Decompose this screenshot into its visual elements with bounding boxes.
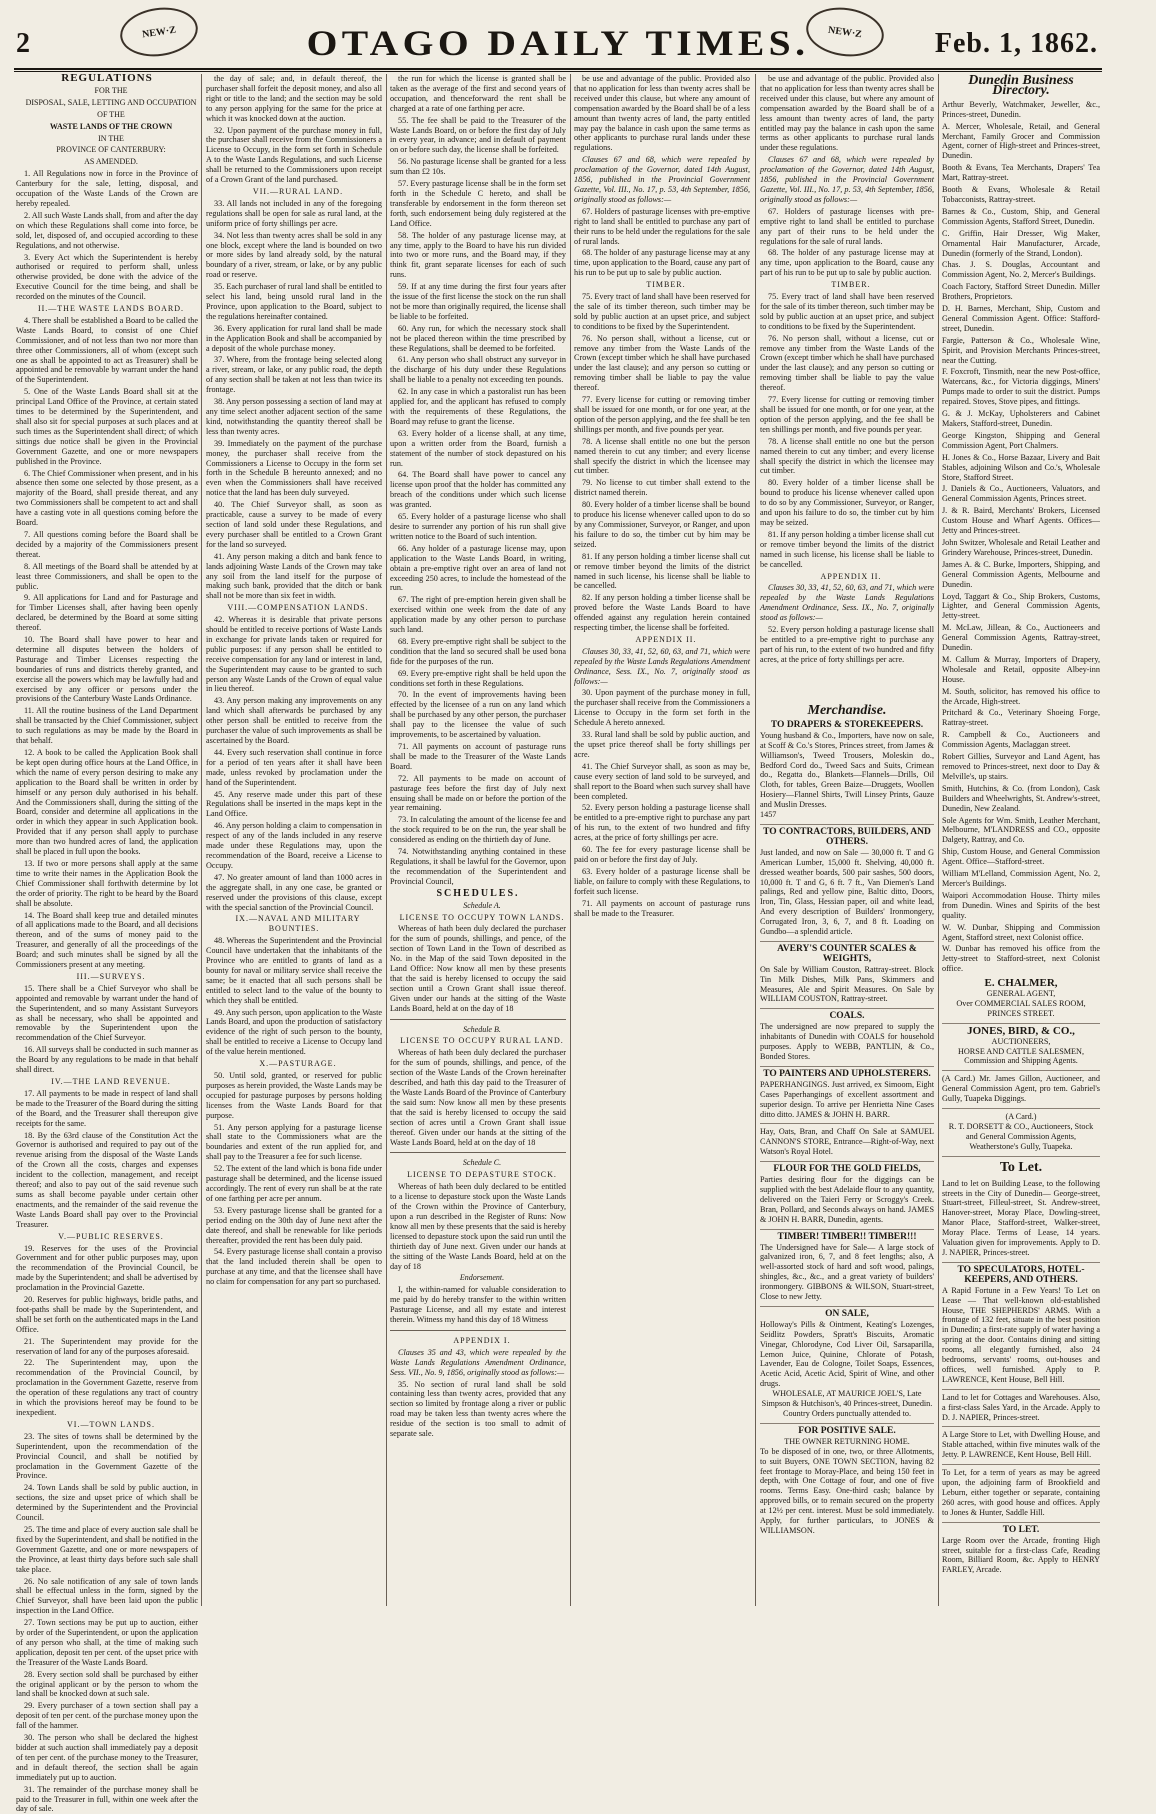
paragraph: 47. No greater amount of land than 1000 acres in the aggregate shall, in any one case, be granted or reserved under the provisions of this clause, except with the special sanction of the Provincial Council. (206, 872, 382, 912)
paragraph: 67. The right of pre-emption herein given shall be exercised within one week from the date of any application made by any other person to purchase such land. (390, 595, 566, 635)
schedule-subtitle: LICENSE TO OCCUPY TOWN LANDS. (399, 912, 565, 922)
page-number: 2 (16, 28, 30, 59)
directory-entry: Robert Gillies, Surveyor and Land Agent, has removed to Princes-street, next door to Day & Melville's, up stairs. (942, 752, 1100, 781)
paragraph: 76. No person shall, without a license, cut or remove any timber from the Waste Lands of the Crown (except timber which he shall have purchased under the last clause); and any person so cutting or removing timber shall be liable to pay the value thereof. (760, 333, 934, 393)
card-text: HORSE AND CATTLE SALESMEN, Commission and Shipping Agents. (957, 1046, 1084, 1066)
section-heading: IX.—NAVAL AND MILITARY BOUNTIES. (235, 914, 361, 934)
card-heading: JONES, BIRD, & CO., (967, 1024, 1075, 1037)
directory-entry: C. Griffin, Hair Dresser, Wig Maker, Ornamental Hair Manufacturer, Arcade, Dunedin (formerly of the Strand, London). (942, 228, 1100, 258)
schedule-text: Whereas of hath been duly declared the purchaser for the sum of pounds, shillings, and pence, of the section of Town Land in the Town of described as No. in the Map of the said Town deposited in the Land Office: Now know all men by these presents that the said is hereby licensed to occupy the said section until a Crown Grant shall issue thereof. Given under our hands at the sitting of the Waste Lands Board, held at on the day of 18 (390, 924, 566, 1013)
directory-entry: Sole Agents for Wm. Smith, Leather Merchant, Melbourne, M'LANDRESS and CO., opposite Dalgety, Rattray, and Co. (942, 815, 1100, 845)
paragraph: 2. All such Waste Lands shall, from and after the day on which these Regulations shall come into force, be sold, let, disposed of, and occupied according to these Regulations, and not otherwise. (16, 210, 198, 250)
to-let-subheading: TO SPECULATORS, HOTEL-KEEPERS, AND OTHERS. (957, 1264, 1085, 1285)
advert-text: The Undersigned have for Sale— A large stock of galvanized iron, 6, 7, and 8 feet lengths; also, A well-assorted stock of hard and soft wood, palings, shingles, &c., &c., and a great variety of builders' ironmongery. GIBBONS & WILSON, Stuart-street, Close to new Jetty. (760, 1242, 934, 1302)
paragraph: 8. All meetings of the Board shall be attended by at least three Commissioners, and shall be open to the public. (16, 561, 198, 591)
paragraph: 41. The Chief Surveyor shall, as soon as may be, cause every section of land sold to be surveyed, and shall report to the Board when such survey shall have been completed. (574, 761, 750, 801)
paragraph: 68. The holder of any pasturage license may at any time, upon application to the Board, cause any part of his run to be put up to sale by public auction. (760, 248, 934, 278)
to-let-text: To Let, for a term of years as may be agreed upon, the adjoining farm of Brookfield and Leburn, either together or separate, containing 260 acres, with good house and offices. Apply to Jones & Hunter, Saddle Hill. (942, 1468, 1100, 1517)
advert (760, 825, 934, 942)
advert (760, 1009, 934, 1067)
directory-entry: R. Campbell & Co., Auctioneers and Commission Agents, Maclaggan street. (942, 730, 1100, 750)
paragraph: 71. All payments on account of pasturage runs shall be made to the Treasurer. (574, 898, 750, 918)
advert-subheading: THE OWNER RETURNING HOME. (784, 1436, 910, 1446)
paragraph: 21. The Superintendent may provide for the reservation of land for any of the purposes aforesaid. (16, 1336, 198, 1356)
column-directory (942, 74, 1100, 1604)
merchandise-heading: Merchandise. (807, 703, 887, 718)
paragraph: 15. There shall be a Chief Surveyor who shall be appointed and removable by warrant under the hand of the Superintendent, and so many Assistant Surveyors as shall be necessary, who shall be appointed and removable by the Superintendent upon the recommendation of the Chief Surveyor. (16, 983, 198, 1043)
directory-entry: Waipori Accommodation House. Thirty miles from Dunedin. Wines and Spirits of the best quality. (942, 890, 1100, 920)
paragraph: 6. The Chief Commissioner when present, and in his absence then some one selected by those present, as a majority of the Board, shall preside thereat, and any two Commissioners shall be competent to act and shall have a casting vote in all questions coming before the Board. (16, 468, 198, 528)
advert-text: On Sale by William Couston, Rattray-street. Block Tin Milk Dishes, Milk Pans, Skimmers and Measures, Ale and Spirit Measures. On Sale by WILLIAM COUSTON, Rattray-street. (760, 964, 934, 1004)
advert (760, 718, 934, 825)
section-heading: II.—THE WASTE LANDS BOARD. (37, 304, 185, 314)
directory-title: Dunedin Business Directory. (968, 73, 1074, 98)
paragraph: 74. Notwithstanding anything contained in these Regulations, it shall be lawful for the Governor, upon the recommendation of the Superintendent and Provincial Council, (390, 847, 566, 886)
advert-text: Parties desiring flour for the diggings can be supplied with the best Adelaide flour to any quantity, delivered on the Taieri Ferry or Scroggy's Creek. Bran, Pollard, and Seconds always on hand. JAMES & JOHN H. BARR, Dunedin, agents. (760, 1175, 934, 1224)
directory-entry: George Kingston, Shipping and General Commission Agent, Port Chalmers. (942, 430, 1100, 450)
paragraph: 77. Every license for cutting or removing timber shall be issued for one month, or for one year, at the option of the person applying, and the fee shall be ten shillings per month, and five pounds per year. (760, 395, 934, 434)
subheading: PROVINCE OF CANTERBURY: (56, 145, 166, 155)
subheading: OF THE (97, 109, 125, 119)
advert (760, 1230, 934, 1307)
paragraph: 67. Holders of pasturage licenses with pre-emptive right to land shall be entitled to purchase any part of their runs to be held under the regulations for the sale of rural lands. (760, 206, 934, 246)
column-divider (755, 74, 756, 1606)
paragraph: 12. A book to be called the Application Book shall be kept open during office hours at the Land Office, in which the name of every person desiring to make any application to the Board shall be written in order by himself or any person duly authorised in his behalf. And the Commissioners shall, during the sitting of the Board, consider and determine all applications in the order in which they appear in such Application book. Provided that if any person shall apply to purchase more than two hundred acres of land, the application shall be placed in full upon the books. (16, 748, 198, 857)
column-regulations-5 (760, 74, 934, 694)
directory-entry: G. & J. McKay, Upholsterers and Cabinet Makers, Stafford-street, Dunedin. (942, 409, 1100, 428)
to-let-advert (942, 1263, 1100, 1390)
paragraph: the run for which the license is granted shall be taken as the average of the first and second years of occupation, and thenceforward the rent shall be charged at a rate of one farthing per acre. (390, 74, 566, 113)
to-let-advert (942, 1176, 1100, 1263)
paragraph: 59. If at any time during the first four years after the issue of the first license the stock on the run shall not be more than originally required, the license shall be liable to be forfeited. (390, 282, 566, 321)
column-divider (386, 74, 387, 1606)
paragraph: 27. Town sections may be put up to auction, either by order of the Superintendent, or upon the application of any person who shall, at the time of making such application, deposit ten per cent. of the upset price with the Treasurer of the Waste Lands Board. (16, 1618, 198, 1667)
advert (760, 1424, 934, 1540)
directory-entry: James A. & C. Burke, Importers, Shipping, and General Commission Agents, Melbourne and Dunedin. (942, 559, 1100, 589)
paragraph: 67. Holders of pasturage licenses with pre-emptive right to land shall be entitled to purchase any part of their runs to be held under the regulations for the sale of rural lands. (574, 206, 750, 246)
card-text: R. T. DORSETT & CO., Auctioneers, Stock and General Commission Agents, Weatherstone's Gully, Tuapeka. (948, 1122, 1094, 1151)
regulations-heading: REGULATIONS (61, 72, 153, 84)
paragraph: 76. No person shall, without a license, cut or remove any timber from the Waste Lands of the Crown (except timber which he shall have purchased under the last clause); and any person so cutting or removing timber shall be liable to pay the value thereof. (574, 333, 750, 393)
subheading: AS AMENDED. (84, 157, 138, 167)
paragraph: 52. The extent of the land which is bona fide under pasturage shall be determined, and the license issued accordingly. The rent of every run shall be at the rate of one farthing per acre per annum. (206, 1164, 382, 1203)
column-regulations-4 (574, 74, 750, 1604)
to-let-text: Large Room over the Arcade, fronting High street, suitable for a first-class Cafe, Reading Room, Billiard Room, &c. Apply to HENRY FARLEY, Arcade. (942, 1535, 1100, 1575)
to-let-text: A Large Store to Let, with Dwelling House, and Stable attached, within five minutes walk of the Jetty. P. LAWRENCE, Kent House, Bell Hill. (942, 1430, 1100, 1460)
section-heading: X.—PASTURAGE. (259, 1059, 337, 1069)
schedule-subtitle: LICENSE TO DEPASTURE STOCK. (407, 1170, 557, 1180)
paragraph: 34. Not less than twenty acres shall be sold in any one block, except where the land is bounded on two or more sides by land already sold, by the natural boundary of a river, stream, or lake, or by any public road or reserve. (206, 230, 382, 280)
directory-entry: F. Foxcroft, Tinsmith, near the new Post-office, Watercans, &c., for Victoria diggings, Miners' Pumps made to order to suit the district. Pumps repaired. Stoves, Stove pipes, and fittings. (942, 367, 1100, 407)
paragraph: 80. Every holder of a timber license shall be bound to produce his license whenever called upon to do so by any Commissioner, Surveyor, or Ranger, and upon his failure to do so, the timber cut by him may be seized. (760, 478, 934, 527)
to-let-text: A Rapid Fortune in a Few Years! To Let on Lease — That well-known old-established House, THE SHEPHERDS' ARMS. With a frontage of 132 feet, situate in the best position in Dunedin; a first-rate supply of water having a spring at the door. Contains dining and sitting rooms, all elegantly furnished, also 24 bedrooms, servants' rooms, out-houses and offices, well furnished. Apply to P. LAWRENCE, Kent House, Bell Hill. (942, 1285, 1100, 1384)
section-heading: TIMBER. (646, 280, 686, 290)
appendix-note: Clauses 67 and 68, which were repealed by proclamation of the Governor, dated 14th August, 1856, published in the Provincial Government Gazette, Vol. III., No. 17, p. 53, 4th September, 1856, originally stood as follows:— (574, 155, 750, 204)
to-let-heading: To Let. (999, 1159, 1043, 1175)
card-text: Over COMMERCIAL SALES ROOM, PRINCES STREET. (956, 998, 1086, 1018)
paragraph: 11. All the routine business of the Land Department shall be transacted by the Chief Commissioner, subject to such regulations as may be made by the Board in that behalf. (16, 706, 198, 746)
paragraph: 64. The Board shall have power to cancel any license upon proof that the holder has committed any breach of the conditions under which such license was granted. (390, 470, 566, 510)
directory-entry: Chas. J. S. Douglas, Accountant and Commission Agent, No. 2, Mercer's Buildings. (942, 260, 1100, 280)
divider (390, 1019, 566, 1020)
paragraph: 62. In any case in which a pastoralist run has been applied for, and the applicant has refused to comply with the requirements of these Regulations, the Board may refuse to grant the license. (390, 387, 566, 426)
paragraph: 46. Any person holding a claim to compensation in respect of any of the lands included in any reserve made under these Regulations may, upon the recommendation of the Board, receive a License to Occupy. (206, 821, 382, 870)
paragraph: 68. The holder of any pasturage license may at any time, upon application to the Board, cause any part of his run to be put up to sale by public auction. (574, 248, 750, 278)
paragraph: 28. Every section sold shall be purchased by either the original applicant or by the person to whom the land shall be knocked down at such sale. (16, 1669, 198, 1699)
paragraph: 50. Until sold, granted, or reserved for public purposes as herein provided, the Waste Lands may be occupied for pasturage purposes by persons holding licenses from the Waste Lands Board for that purpose. (206, 1071, 382, 1120)
section-heading: V.—PUBLIC RESERVES. (58, 1231, 164, 1241)
directory-entry: Ship, Custom House, and General Commission Agent. Office—Stafford-street. (942, 847, 1100, 867)
paragraph: 63. Every holder of a license shall, at any time, upon a written order from the Board, furnish a statement of the number of stock depastured on his run. (390, 428, 566, 468)
directory-entry: Arthur Beverly, Watchmaker, Jeweller, &c., Princes-street, Dunedin. (942, 99, 1100, 119)
paragraph: 41. Any person making a ditch and bank fence to lands adjoining Waste Lands of the Crown may take any soil from the land itself for the purpose of making such bank, provided that the ditch or bank shall not be more than six feet in width. (206, 551, 382, 601)
advert-text: Holloway's Pills & Ointment, Keating's Lozenges, Seidlitz Powders, Spratt's Biscuits, Aromatic Vinegar, Chlorodyne, Cod Liver Oil, Sarsaparilla, Lemon Juice, Quinine, Chlorate of Potash, Lavender, Eau de Cologne, Toilet Soaps, Essences, Acetic Acid, Acetic Acid, Spirit of Wine, and other drugs. (760, 1319, 934, 1389)
paragraph: 65. Every holder of a pasturage license who shall desire to surrender any portion of his run shall give written notice to the Board of such intention. (390, 512, 566, 541)
paragraph: 48. Whereas the Superintendent and the Provincial Council have undertaken that the inhabitants of the Province who are entitled to grants of land as a bounty for naval or military service shall receive the same; be it enacted that all such persons shall be entitled to select land to the value of the bounty to which they shall be entitled. (206, 936, 382, 1005)
paragraph: 55. The fee shall be paid to the Treasurer of the Waste Lands Board, on or before the first day of July in every year, in advance; and in default of payment on or before such day, the license shall be forfeited. (390, 115, 566, 155)
column-divider (938, 74, 939, 1606)
paragraph: 31. The remainder of the purchase money shall be paid to the Treasurer in full, within one week after the day of sale. (16, 1784, 198, 1814)
schedule-title: Schedule A. (463, 900, 501, 910)
schedule-title: Schedule B. (463, 1024, 501, 1034)
paragraph: 14. The Board shall keep true and detailed minutes of all applications made to the Board, and all decisions thereon, and of the sums of money paid to the Treasurer, and generally of all the proceedings of the Board; and such minutes shall be signed by all the Commissioners present at any meeting. (16, 910, 198, 970)
paragraph: 17. All payments to be made in respect of land shall be made to the Treasurer of the Board during the sitting of the Board, and the Treasurer shall thereupon give receipts for the same. (16, 1088, 198, 1128)
advert-text: Just landed, and now on Sale — 30,000 ft. T and G American Lumber, 15,000 ft. Shelving, 40,000 ft. dressed weather boards, 500 pair sashes, 500 doors, 10,000 ft. T and G, 6 ft. 7 ft., Van Diemen's Land palings, Red and yellow pine, Baltic ditto, Doors, Iron, Tin, Glass, Hessian paper, oil and white lead, And every description of Builders' Ironmongery, Corrugated Iron, 3, 6, 7, and 8 ft. Loading on Gundbo—a splendid article. (760, 847, 934, 937)
paragraph: 7. All questions coming before the Board shall be decided by a majority of the Commissioners present thereat. (16, 529, 198, 559)
paragraph: 60. Any run, for which the necessary stock shall not be placed thereon within the time prescribed by these Regulations, shall be deemed to be forfeited. (390, 323, 566, 353)
card-advert (942, 1109, 1100, 1157)
paragraph: 25. The time and place of every auction sale shall be fixed by the Superintendent, and shall be notified in the Government Gazette, and one or more newspapers of the Province, at least thirty days before such sale shall take place. (16, 1524, 198, 1574)
appendix-note: Clauses 30, 33, 41, 52, 60, 63, and 71, which were repealed by the Waste Lands Regulations Amendment Ordinance, Sess. IX., No. 7, originally stood as follows:— (574, 646, 750, 686)
subheading: IN THE (98, 133, 124, 143)
directory-entry: John Switzer, Wholesale and Retail Leather and Grindery Warehouse, Princes-street, Dunedin. (942, 537, 1100, 557)
paragraph: 33. Rural land shall be sold by public auction, and the upset price thereof shall be forty shillings per acre. (574, 730, 750, 759)
directory-entry: Coach Factory, Stafford Street Dunedin. Miller Brothers, Proprietors. (942, 282, 1100, 302)
advert-text: PAPERHANGINGS. Just arrived, ex Simoom, Eight Cases Paperhangings of excellent assortment and superior design. To arrive per Henrietta Nine Cases ditto ditto. JAMES & JOHN H. BARR. (760, 1079, 934, 1119)
paragraph: 23. The sites of towns shall be determined by the Superintendent, upon the recommendation of the Provincial Council, and shall be notified by proclamation in the Government Gazette of the Province. (16, 1431, 198, 1481)
paragraph: 72. All payments to be made on account of pasturage fees before the first day of July next ensuing shall be made on or before the portion of the year remaining. (390, 773, 566, 813)
advert-text: Young husband & Co., Importers, have now on sale, at Scoff & Co.'s Stores, Princes street, from James & Williamson's, Tweed Trousers, Moleskin do., Bedford Cord do., Tweed Sacs and Suits, Crimean do., Regatta do., Blankets—Flannels—Drills, Oil Cloth, for tables, Green Baize—Druggets, Woollen Hosiery—Flannel Shirts, Twill Linsey Prints, Gauze and Muslin Dresses. (760, 730, 934, 810)
paragraph: 4. There shall be established a Board to be called the Waste Lands Board, to consist of one Chief Commissioner, and of not less than two nor more than three other Commissioners, all of whom (except such one as shall be appointed to act as Treasurer) shall be appointed and be removable by warrant under the hand of the Superintendent. (16, 315, 198, 385)
paragraph: 73. In calculating the amount of the license fee and the stock required to be on the run, the year shall be considered as ending on the thirtieth day of June. (390, 815, 566, 845)
column-regulations-2 (206, 74, 382, 1604)
section-heading: TIMBER. (831, 280, 871, 290)
to-let-advert (942, 1427, 1100, 1465)
card-subheading: GENERAL AGENT, (986, 989, 1056, 999)
paragraph: 60. The fee for every pasturage license shall be paid on or before the first day of July. (574, 845, 750, 864)
appendix-note: Clauses 67 and 68, which were repealed by proclamation of the Governor, dated 14th August, 1856, published in the Provincial Government Gazette, Vol. III., No. 17, p. 53, 4th September, 1856, originally stood as follows:— (760, 155, 934, 204)
schedule-subtitle: LICENSE TO OCCUPY RURAL LAND. (400, 1036, 564, 1046)
paragraph: 51. Any person applying for a pasturage license shall state to the Commissioners what are the boundaries and extent of the run applied for, and shall pay to the Treasurer a fee for such license. (206, 1122, 382, 1162)
directory-entry: M. South, solicitor, has removed his office to the Arcade, High-street. (942, 686, 1100, 706)
newspaper-title: OTAGO DAILY TIMES. (306, 23, 810, 63)
to-let-text: Land to let on Building Lease, to the following streets in the City of Dunedin— George-street, Stuart-street, Filleul-street, St. Andrew-street, Hanover-street, Moray Place, Dowling-street, Manor Place, Stafford-street, Walker-street, Moray Place. Terms of Lease, 14 years. Valuation given for improvements. Apply to D. J. NAPIER, Princes-street. (942, 1178, 1100, 1257)
subheading: DISPOSAL, SALE, LETTING AND OCCUPATION (25, 97, 197, 107)
to-let-text: Land to let for Cottages and Warehouses. Also, a first-class Sales Yard, in the Arcade. Apply to D. J. NAPIER, Princes-street. (942, 1392, 1100, 1422)
schedule-text: Whereas of hath been duly declared to be entitled to a license to depasture stock upon the Waste Lands of the Crown within the Province of Canterbury, upon a run described in the Register of Runs: Now know all men by these presents that the said is hereby licensed to depasture stock upon the said run until the thirtieth day of June next. Given under our hands at the sitting of the Waste Lands Board, held at on the day of 18 (390, 1182, 566, 1271)
card-heading: (A Card.) (1005, 1112, 1037, 1122)
paragraph: 77. Every license for cutting or removing timber shall be issued for one month, or for one year, at the option of the person applying, and the fee shall be ten shillings per month, and five pounds per year. (574, 395, 750, 434)
newspaper-stamp-left: NEW·Z (117, 3, 201, 61)
to-let-advert (942, 1523, 1100, 1580)
advert-heading: TO PAINTERS AND UPHOLSTERERS. (763, 1068, 931, 1079)
column-regulations-1 (16, 72, 198, 1814)
paragraph: 82. If any person holding a timber license shall be proved before the Waste Lands Board to have offended against any regulation herein contained respecting timber, the license shall be forfeited. (574, 593, 750, 633)
paragraph: 79. No license to cut timber shall extend to the district named therein. (574, 478, 750, 498)
paragraph: 22. The Superintendent may, upon the recommendation of the Provincial Council, by proclamation in the Government Gazette, reserve from the operation of these regulations any tract of country in which the provisions hereof may be found to be inexpedient. (16, 1358, 198, 1417)
paragraph: 49. Any such person, upon application to the Waste Lands Board, and upon the production of satisfactory evidence of the right of such person to the bounty, shall be entitled to receive a License to Occupy land of the value herein mentioned. (206, 1007, 382, 1057)
directory-entry: Barnes & Co., Custom, Ship, and General Commission Agents, Stafford Street, Dunedin. (942, 206, 1100, 226)
paragraph: 40. The Chief Surveyor shall, as soon as practicable, cause a survey to be made of every section of land sold under these Regulations, and every purchaser shall be entitled to a Crown Grant for the land so surveyed. (206, 500, 382, 549)
advert (760, 1067, 934, 1125)
newspaper-stamp-right: NEW·Z (803, 3, 887, 61)
directory-entry: W. Dunbar has removed his office from the Jetty-street to Stafford-street, next Colonist office. (942, 944, 1100, 974)
masthead (14, 8, 1102, 70)
schedules-heading: SCHEDULES. (436, 887, 520, 899)
paragraph: 26. No sale notification of any sale of town lands shall be effectual unless in the form, signed by the Chief Surveyor, shall have been laid upon the public inspection in the Land Office. (16, 1576, 198, 1616)
subheading: FOR THE (94, 85, 128, 95)
directory-entry: J. Daniels & Co., Auctioneers, Valuators, and General Commission Agents, Princes street. (942, 484, 1100, 504)
paragraph: 57. Every pasturage license shall be in the form set forth in the Schedule C hereto, and shall be transferable by endorsement in the form thereon set forth, such endorsement being duly registered at the Land Office. (390, 179, 566, 228)
masthead-rule (14, 68, 1102, 70)
appendix-heading: APPENDIX II. (820, 571, 882, 581)
card-heading: E. CHALMER, (984, 977, 1058, 990)
column-divider (201, 74, 202, 1606)
directory-entry: Loyd, Taggart & Co., Ship Brokers, Customs, Lighter, and General Commission Agents, Jetty-street. (942, 591, 1100, 621)
appendix-heading: APPENDIX I. (453, 1335, 511, 1345)
directory-entry: Smith, Hutchins, & Co. (from London), Cask Builders and Wheelwrights, St. Andrew's-street, Dunedin, New Zealand. (942, 783, 1100, 813)
to-let-subheading: TO LET. (1002, 1524, 1040, 1535)
paragraph: 9. All applications for Land and for Pasturage and for Timber Licenses shall, after having been openly declared, be determined by the Board at some sitting thereof. (16, 593, 198, 633)
directory-entry: Booth & Evans, Tea Merchants, Drapers' Tea Mart, Rattray-street. (942, 163, 1100, 183)
paragraph: 75. Every tract of land shall have been reserved for the sale of its timber thereon, such timber may be sold by public auction at an upset price, and subject to conditions to be fixed by the Superintendent. (760, 292, 934, 331)
paragraph: 81. If any person holding a timber license shall cut or remove timber beyond the limits of the district named in such license, his license shall be liable to be cancelled. (574, 551, 750, 591)
paragraph: 16. All surveys shall be conducted in such manner as the Board by any regulations to be made in that behalf shall direct. (16, 1045, 198, 1075)
advert-text: The undersigned are now prepared to supply the inhabitants of Dunedin with COALS for household purposes. Apply to WEBB, PANTLIN, & Co., Bonded Stores. (760, 1022, 934, 1061)
advert-heading: AVERY'S COUNTER SCALES & WEIGHTS, (777, 943, 917, 964)
paragraph: 81. If any person holding a timber license shall cut or remove timber beyond the limits of the district named in such license, his license shall be liable to be cancelled. (760, 529, 934, 569)
paragraph: 37. Where, from the frontage being selected along a river, stream, or lake, or any public road, the depth of any section shall be taken at not less than twice its frontage. (206, 355, 382, 395)
divider (390, 1330, 566, 1331)
schedule-title: Schedule C. (462, 1158, 502, 1168)
paragraph: 69. Every pre-emptive right shall be held upon the conditions set forth in these Regulations. (390, 668, 566, 688)
paragraph: 38. Any person possessing a section of land may at any time select another adjacent section of the same kind, notwithstanding the quantity thereof shall be less than twenty acres. (206, 397, 382, 436)
paragraph: 35. No section of rural land shall be sold containing less than twenty acres, provided that any section so limited by frontage along a river or public road may be taken less than twenty acres where the residue of the section is too small to admit of separate sale. (390, 1379, 566, 1439)
directory-entry: Booth & Evans, Wholesale & Retail Tobacconists, Rattray-street. (942, 185, 1100, 204)
paragraph: 18. By the 63rd clause of the Constitution Act the Governor is authorised and required to pay out of the revenue arising from the disposal of the Waste Lands of the Crown all the costs, charges and expenses incident to the collection, management, and receipt thereof; and also to pay out of the said revenue such sums as shall become payable under certain other enactments, and the remainder of the said revenue the Waste Lands Board shall pay over to the Provincial Treasurer. (16, 1130, 198, 1229)
paragraph: 44. Every such reservation shall continue in force for a period of ten years after it shall have been made, unless revoked by proclamation under the hand of the Superintendent. (206, 747, 382, 787)
paragraph: 54. Every pasturage license shall contain a proviso that the land included therein shall be open to purchase at any time, and that the licensee shall have no claim for compensation for any part so purchased. (206, 1247, 382, 1287)
paragraph: 36. Every application for rural land shall be made in the Application Book and shall be accompanied by a deposit of the whole purchase money. (206, 323, 382, 353)
masthead-rule-thin (14, 71, 1102, 72)
paragraph: 10. The Board shall have power to hear and determine all disputes between the holders of Pasturage and Timber Licenses respecting the boundaries of runs and districts thereby granted, and exercise all the powers which may be lawfully had and exercised by any officer or persons under the provisions of the Canterbury Waste Lands Ordinance. (16, 635, 198, 704)
paragraph: 66. Any holder of a pasturage license may, upon application to the Waste Lands Board, in writing, obtain a pre-emptive right over an area of land not exceeding 250 acres, to include the homestead of the run. (390, 543, 566, 593)
column-merchandise (760, 700, 934, 1604)
directory-entry: H. Jones & Co., Horse Bazaar, Livery and Bait Stables, adjoining Wilson and Co.'s, Wholesale Store, Stafford Street. (942, 452, 1100, 482)
paragraph: 39. Immediately on the payment of the purchase money, the purchaser shall receive from the Commissioners a License to Occupy in the form set forth in the Schedule B hereunto annexed; and no even when the Commissioners shall have received notice that the land has been duly surveyed. (206, 438, 382, 498)
advert-text: WHOLESALE, AT MAURICE JOEL'S, Late Simpson & Hutchison's, 40 Princes-street, Dunedin. Country Orders punctually attended to. (761, 1389, 933, 1418)
section-heading: III.—SURVEYS. (76, 971, 146, 981)
advert (760, 1124, 934, 1162)
paragraph: 75. Every tract of land shall have been reserved for the sale of its timber thereon, such timber may be sold by public auction at an upset price, and subject to conditions to be fixed by the Superintendent. (574, 292, 750, 331)
advert (760, 1162, 934, 1229)
advert-heading: ON SALE, (825, 1308, 869, 1319)
appendix-heading: APPENDIX II. (635, 634, 697, 644)
paragraph: 70. In the event of improvements having been effected by the licensee of a run on any land which shall be purchased by any other person, the purchaser shall pay to the licensee the value of such improvements, to be ascertained by valuation. (390, 690, 566, 740)
divider (390, 1152, 566, 1153)
advert-number: 1457 (760, 810, 777, 820)
paragraph: 29. Every purchaser of a town section shall pay a deposit of ten per cent. of the purchase money upon the fall of the hammer. (16, 1701, 198, 1731)
advert-text: Hay, Oats, Bran, and Chaff On Sale at SAMUEL CANNON'S STORE, Entrance—Right-of-Way, next Watson's Royal Hotel. (760, 1127, 934, 1157)
advert-heading: TIMBER! TIMBER!! TIMBER!!! (777, 1231, 917, 1242)
paragraph: 52. Every person holding a pasturage license shall be entitled to a pre-emptive right to purchase any part of his run, to the extent of two hundred and fifty acres, at the price of forty shillings per acre. (760, 625, 934, 664)
paragraph: 33. All lands not included in any of the foregoing regulations shall be open for sale as rural land, at the uniform price of forty shillings per acre. (206, 198, 382, 228)
paragraph: 52. Every person holding a pasturage license shall be entitled to a pre-emptive right to purchase any part of his run, to the extent of two hundred and fifty acres, at the price of forty shillings per acre. (574, 803, 750, 843)
advert-heading: FOR POSITIVE SALE. (798, 1425, 896, 1436)
card-text: (A Card.) Mr. James Gillon, Auctioneer, and General Commission Agent, pro tem. Gabriel's Gully, Tuapeka Diggings. (942, 1074, 1100, 1104)
paragraph: 13. If two or more persons shall apply at the same time to write their names in the Application Book the Chief Commissioner shall forthwith determine by lot the order of priority. The right to be heard by the Board shall be absolute. (16, 858, 198, 908)
paragraph: be use and advantage of the public. Provided also that no application for less than twenty acres shall be received under this clause, but where any amount of compensation awarded by the Board shall be of a less amount than twenty acres of land, the party entitled may pay the balance in cash upon the same terms as other applicants to purchase rural lands under these regulations. (760, 74, 934, 153)
section-heading: IV.—THE LAND REVENUE. (51, 1077, 171, 1086)
paragraph: 1. All Regulations now in force in the Province of Canterbury for the sale, letting, disposal, and occupation of the Waste Lands of the Crown are hereby repealed. (16, 169, 198, 208)
appendix-note: Clauses 35 and 43, which were repealed by the Waste Lands Regulations Amendment Ordinance, Sess. VII., No. 9, 1856, originally stood as follows:— (390, 1347, 566, 1377)
advert (760, 1307, 934, 1424)
paragraph: 45. Any reserve made under this part of these Regulations shall be inserted in the maps kept in the Land Office. (206, 789, 382, 819)
directory-entry: A. Mercer, Wholesale, Retail, and General Merchant, Family Grocer and Commission Agent, corner of High-street and Princes-street, Dunedin. (942, 121, 1100, 161)
card-subheading: AUCTIONEERS, (991, 1036, 1051, 1046)
paragraph: 78. A license shall entitle no one but the person named therein to cut any timber; and every license shall specify the district in which the licensee may cut timber. (574, 436, 750, 476)
paragraph: 35. Each purchaser of rural land shall be entitled to select his land, being unsold rural land in the Province, upon application to the Board, subject to the regulations hereinafter contained. (206, 282, 382, 321)
paragraph: 78. A license shall entitle no one but the person named therein to cut any timber; and every license shall specify the district in which the licensee may cut timber. (760, 436, 934, 476)
paragraph: 53. Every pasturage license shall be granted for a period ending on the 30th day of June next after the date thereof, and shall be renewable for like periods thereafter, provided the rent has been duly paid. (206, 1205, 382, 1245)
paragraph: 63. Every holder of a pasturage license shall be liable, on failure to comply with these Regulations, to forfeit such license. (574, 866, 750, 896)
paragraph: 42. Whereas it is desirable that private persons should be entitled to receive portions of Waste Lands in exchange for private lands taken or required for public purposes: if any person shall be entitled to receive compensation for any land or interest in land, the Superintendent may cause to be granted to such person any Waste Lands of the Crown of equal value in lieu thereof. (206, 615, 382, 694)
section-heading: VI.—TOWN LANDS. (67, 1419, 155, 1429)
issue-date: Feb. 1, 1862. (934, 28, 1098, 59)
paragraph: 32. Upon payment of the purchase money in full, the purchaser shall receive from the Commissioners a License to Occupy, in the form set forth in Schedule A to the Waste Lands Regulations, and such License shall be returned to the Commissioners upon receipt of a Crown Grant of the land purchased. (206, 125, 382, 185)
directory-entry: William M'Lelland, Commission Agent, No. 2, Mercer's Buildings. (942, 869, 1100, 888)
paragraph: 58. The holder of any pasturage license may, at any time, apply to the Board to have his run divided into two or more runs, and the Board may, if they think fit, grant separate licenses for each of such runs. (390, 230, 566, 280)
advert-heading: TO DRAPERS & STOREKEEPERS. (770, 719, 924, 730)
directory-entry: W. W. Dunbar, Shipping and Commission Agent, Stafford street, next Colonist office. (942, 922, 1100, 942)
advert-heading: TO CONTRACTORS, BUILDERS, AND OTHERS. (763, 826, 931, 847)
directory-entry: M. Callum & Murray, Importers of Drapery, Wholesale and Retail, opposite Albey-inn House. (942, 654, 1100, 684)
card-advert (942, 1071, 1100, 1109)
endorsement-text: I, the within-named for valuable consideration to me paid by do hereby transfer to the within written Pasturage License, and all my estate and interest therein. Witness my hand this day of 18 Witness (390, 1285, 566, 1325)
directory-entry: M. McLaw, Jillean, & Co., Auctioneers and General Commission Agents, Rattray-street, Dunedin. (942, 623, 1100, 653)
card-advert (942, 1024, 1100, 1072)
paragraph: 30. The person who shall be declared the highest bidder at such auction shall immediately pay a deposit of ten per cent. of the purchase money to the Treasurer, and in default thereof, the section shall be again immediately put up to auction. (16, 1733, 198, 1782)
paragraph: 3. Every Act which the Superintendent is hereby authorised or required to perform shall, unless otherwise provided, be done with the advice of the Executive Council for the time being, and shall be recorded on the minutes of the Council. (16, 252, 198, 302)
directory-entry: Fargie, Patterson & Co., Wholesale Wine, Spirit, and Provision Merchants Princes-street, near the Cutting. (942, 335, 1100, 365)
paragraph: 30. Upon payment of the purchase money in full, the purchaser shall receive from the Commissioners a License to Occupy in the form set forth in the Schedule A hereto annexed. (574, 688, 750, 728)
paragraph: 5. One of the Waste Lands Board shall sit at the principal Land Office of the Province, at certain stated times to be determined by the Superintendent, and shall also sit for special purposes at such places and at such times as the Superintendent shall direct; of which sittings due notice shall be given in the Provincial Government Gazette, and one or more newspapers published in the Province. (16, 387, 198, 466)
paragraph: the day of sale; and, in default thereof, the purchaser shall forfeit the deposit money, and also all right or title to the land; and the section may be sold to any person applying for the same for the price at which it was knocked down at the auction. (206, 74, 382, 123)
paragraph: 71. All payments on account of pasturage runs shall be made to the Treasurer of the Waste Lands Board. (390, 742, 566, 771)
paragraph: 24. Town Lands shall be sold by public auction, in sections, the size and upset price of which shall be determined by the Superintendent and the Provincial Council. (16, 1483, 198, 1523)
to-let-advert (942, 1390, 1100, 1428)
directory-entry: D. H. Barnes, Merchant, Ship, Custom and General Commission Agent. Office: Stafford-street, Dunedin. (942, 304, 1100, 333)
column-regulations-3 (390, 74, 566, 1604)
advert (760, 942, 934, 1009)
column-divider (570, 74, 571, 1606)
to-let-advert (942, 1465, 1100, 1523)
endorsement-title: Endorsement. (459, 1273, 505, 1283)
section-heading: VIII.—COMPENSATION LANDS. (227, 603, 369, 613)
paragraph: 20. Reserves for public highways, bridle paths, and foot-paths shall be made by the Superintendent, and shall be set forth on the authenticated maps in the Land Office. (16, 1295, 198, 1334)
card-advert (942, 976, 1100, 1024)
paragraph: 80. Every holder of a timber license shall be bound to produce his license whenever called upon to do so by any Commissioner, Surveyor, or Ranger, and upon his failure to do so, the timber cut by him may be seized. (574, 500, 750, 549)
subheading: WASTE LANDS OF THE CROWN (49, 121, 173, 131)
paragraph: 61. Any person who shall obstruct any surveyor in the discharge of his duty under these Regulations shall be liable to a penalty not exceeding ten pounds. (390, 355, 566, 385)
paragraph: 43. Any person making any improvements on any land which shall afterwards be purchased by any other person shall be entitled to receive from the purchaser the value of such improvements as shall be ascertained by the Board. (206, 696, 382, 745)
advert-heading: COALS. (829, 1011, 865, 1022)
paragraph: 19. Reserves for the uses of the Provincial Government and for other public purposes may, upon the recommendation of the Provincial Council, be made by the Superintendent; and shall be advertised by proclamation in the Provincial Gazette. (16, 1243, 198, 1293)
appendix-note: Clauses 30, 33, 41, 52, 60, 63, and 71, which were repealed by the Waste Lands Regulations Amendment Ordinance, Sess. IX., No. 7, originally stood as follows:— (760, 583, 934, 623)
paragraph: be use and advantage of the public. Provided also that no application for less than twenty acres shall be received under this clause, but where any amount of compensation awarded by the Board shall be of a less amount than twenty acres of land, the party entitled may pay the balance in cash upon the same terms as other applicants to purchase rural lands under these regulations. (574, 74, 750, 153)
section-heading: VII.—RURAL LAND. (252, 186, 344, 196)
directory-entry: Pritchard & Co., Veterinary Shoeing Forge, Rattray-street. (942, 708, 1100, 728)
advert-heading: FLOUR FOR THE GOLD FIELDS, (773, 1164, 921, 1175)
advert-text: To be disposed of in one, two, or three Allotments, to suit Buyers, ONE TOWN SECTION, having 82 feet frontage to Moray-Place, and being 150 feet in depth, with One Cottage of four, and one of five rooms. Terms Easy. One-third cash; balance by approved bills, or to remain secured on the property at 12½ per cent. interest. Must be sold immediately. Apply, for further particulars, to JONES & WILLIAMSON. (760, 1446, 934, 1535)
directory-entry: J. & R. Baird, Merchants' Brokers, Licensed Custom House and Wharf Agents. Offices—Jetty and Princes-street. (942, 506, 1100, 536)
schedule-text: Whereas of hath been duly declared the purchaser for the sum of pounds, shillings, and pence, of the section of the Waste Lands of the Crown hereinafter described, and hath this day paid to the Treasurer of the Waste Lands Board of the Province of Canterbury the said sum: Now know all men by these presents that the said is hereby licensed to occupy the said section of acres until a Crown Grant shall issue thereof. Given under our hands at the sitting of the Waste Lands Board, held at on the day of 18 (390, 1048, 566, 1147)
paragraph: 68. Every pre-emptive right shall be subject to the condition that the land so secured shall be used bona fide for the purposes of the run. (390, 636, 566, 666)
paragraph: 56. No pasturage license shall be granted for a less sum than £2 10s. (390, 157, 566, 177)
